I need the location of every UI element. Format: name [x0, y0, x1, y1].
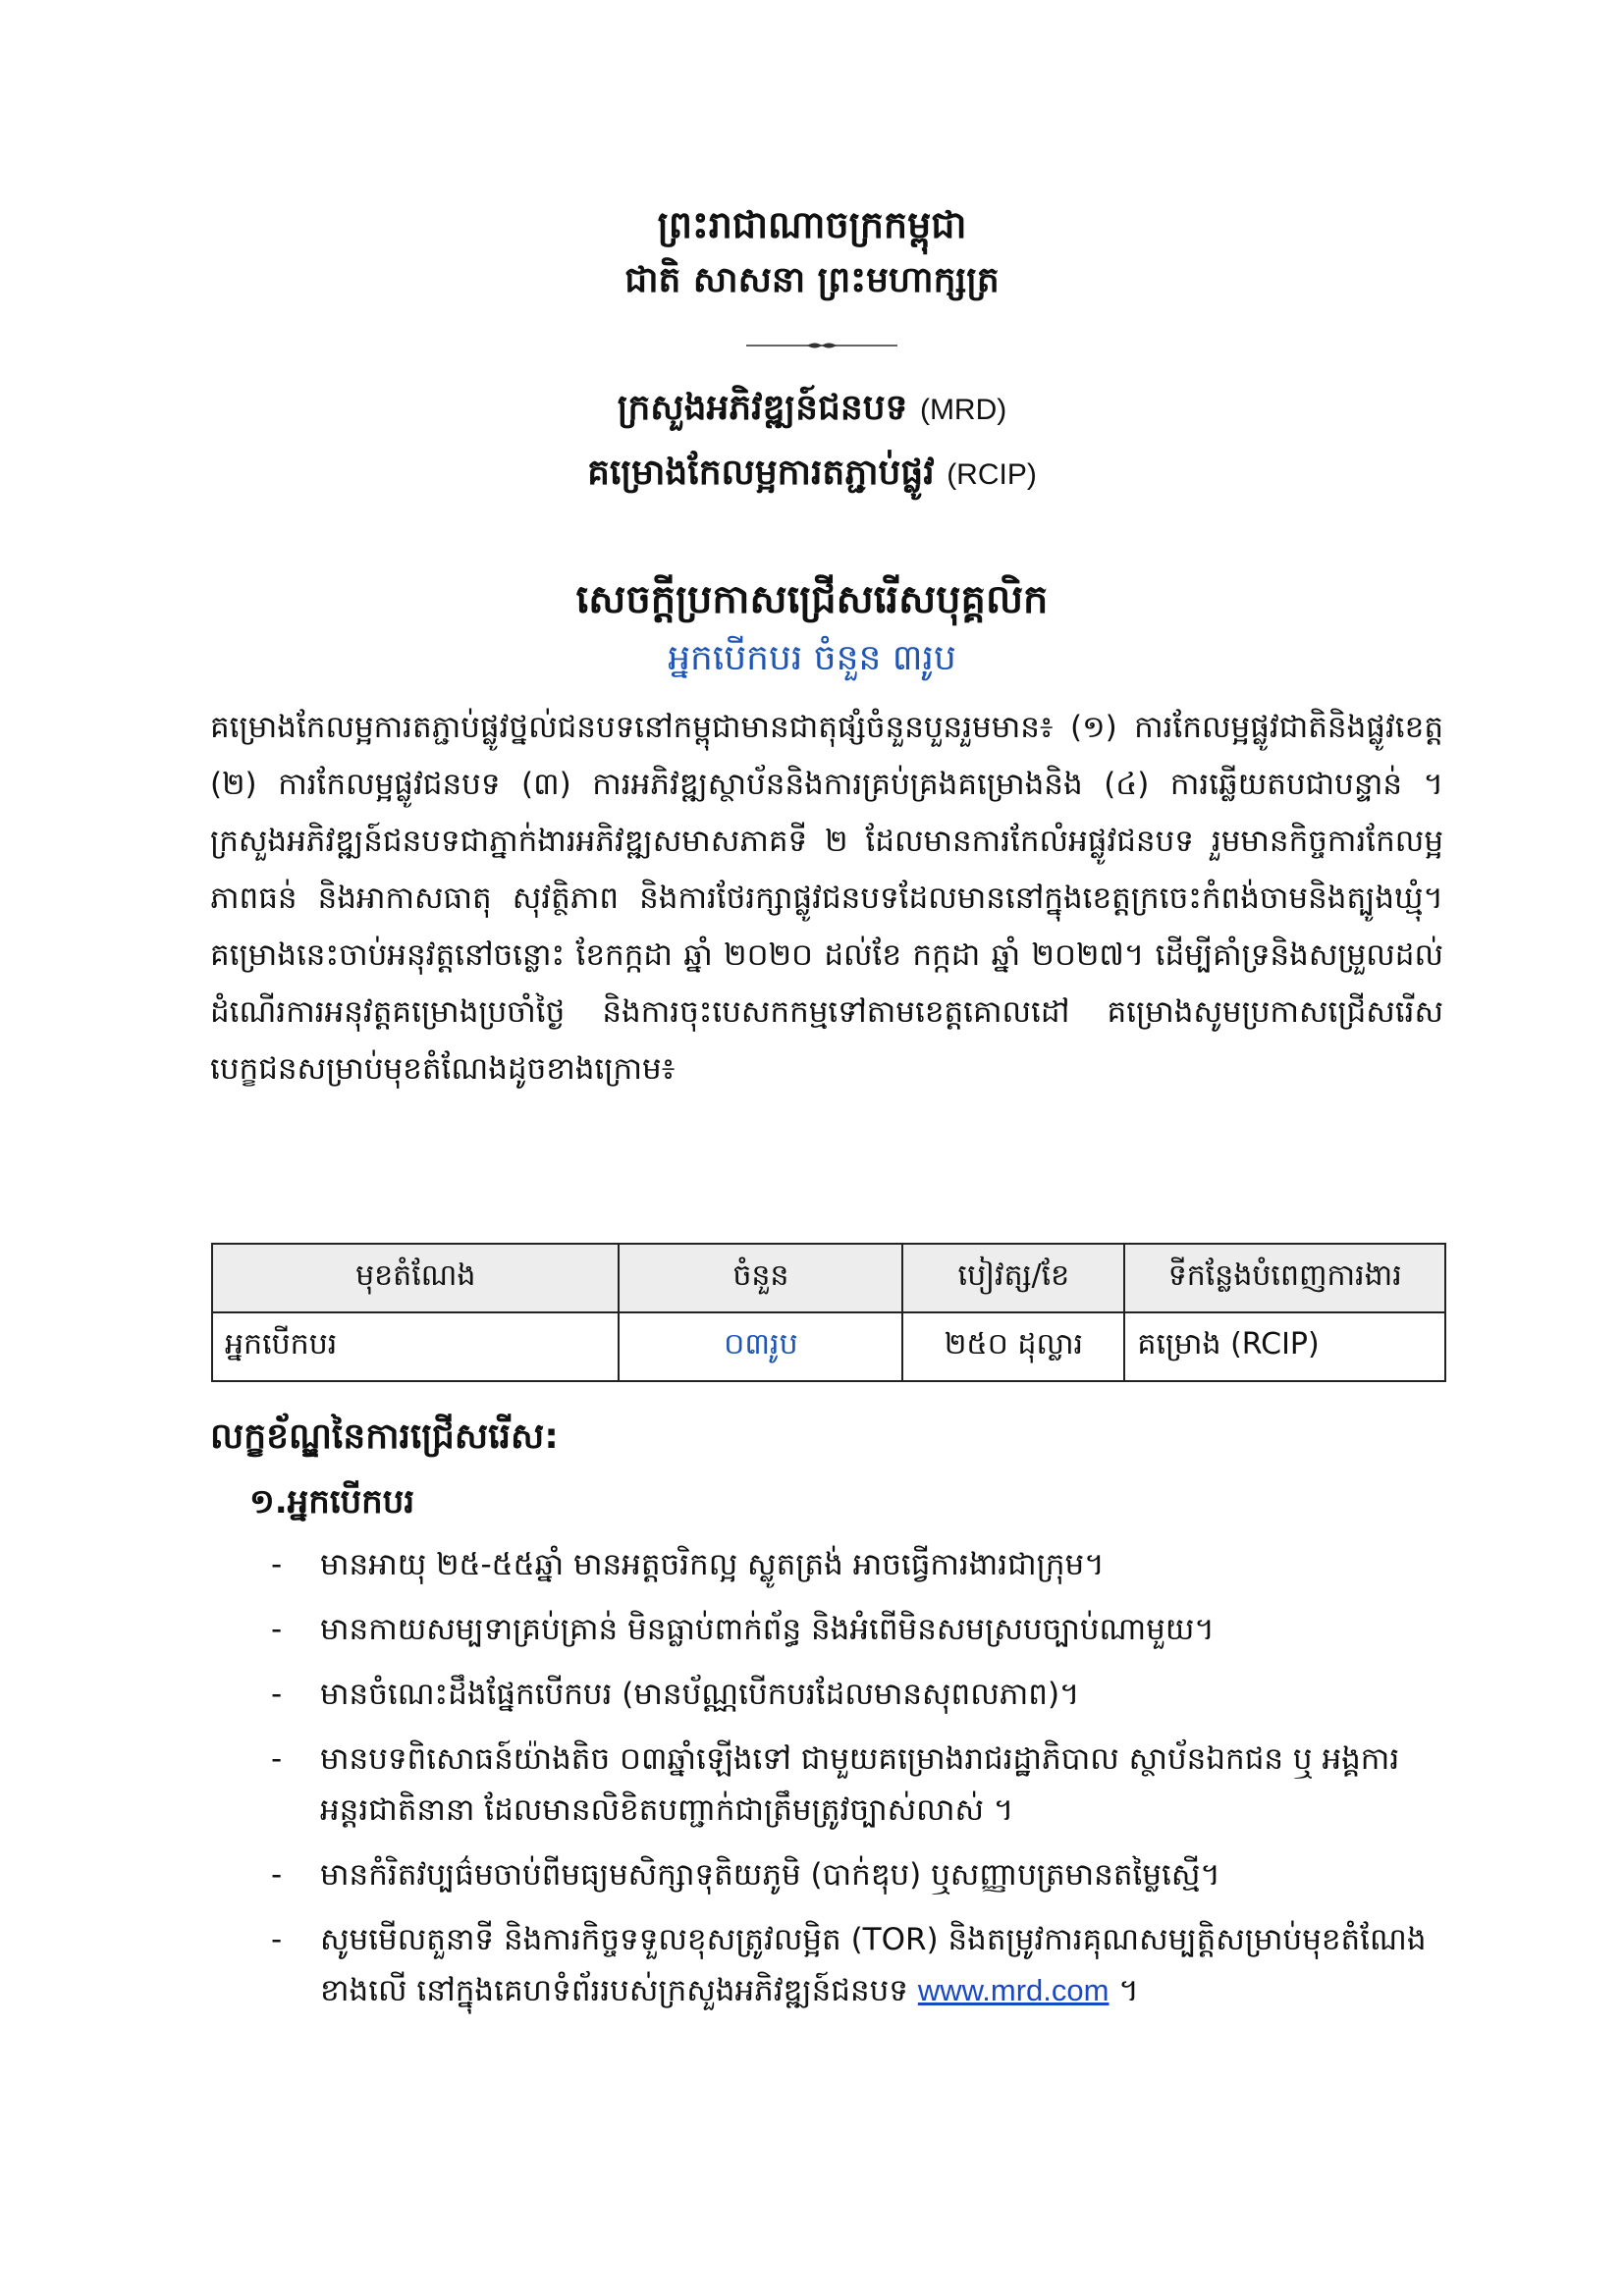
table-row: [212, 1312, 1445, 1381]
criteria-heading: លក្ខខ័ណ្ឌនៃការជ្រើសរើស:: [210, 1416, 559, 1457]
cell-position: អ្នកបើកបរ: [212, 1312, 619, 1381]
bullet-dash: -: [271, 1547, 283, 1582]
list-item: [271, 1604, 1449, 1655]
list-item: [271, 1734, 1449, 1836]
ministry-abbr: (MRD): [919, 394, 1007, 426]
table-header-position: មុខតំណែង: [212, 1244, 619, 1312]
list-item: [271, 1914, 1449, 2016]
project-name-text: គម្រោងកែលម្អការតភ្ជាប់ផ្លូវ: [587, 453, 935, 493]
bullet-dash: -: [271, 1857, 283, 1893]
bullet-dash: -: [271, 1922, 283, 1957]
project-abbr: (RCIP): [947, 458, 1037, 491]
ministry-name-text: ក្រសួងអភិវឌ្ឍន៍ជនបទ: [617, 388, 908, 428]
announcement-subtitle: អ្នកបើកបរ ចំនួន ៣រូប: [668, 638, 956, 678]
table-header-workplace: ទីកន្លែងបំពេញការងារ: [1124, 1244, 1445, 1312]
bullet-dash: -: [271, 1677, 283, 1712]
requirement-text: មានកាយសម្បទាគ្រប់គ្រាន់ មិនធ្លាប់ពាក់ព័ន្ធ និងអំពើមិនសមស្របច្បាប់ណាមួយ។: [320, 1612, 1215, 1647]
position-table: [211, 1243, 1446, 1382]
list-item: [271, 1849, 1449, 1900]
cell-count: ០៣រូប: [619, 1312, 902, 1381]
bullet-dash: -: [271, 1741, 283, 1777]
requirement-text: មានចំណេះដឹងផ្នែកបើកបរ (មានប័ណ្ណបើកបរដែលមានសុពលភាព)។: [320, 1677, 1080, 1712]
project-name: [0, 450, 1624, 502]
intro-paragraph: គម្រោងកែលម្អការតភ្ជាប់ផ្លូវថ្នល់ជនបទនៅកម្ពុជាមានជាតុផ្សំចំនួនបួនរួមមាន៖ (១) ការកែលម្អផ្លូវជាតិនិងផ្លូវខេត្ត (២) ការកែលម្អផ្លូវជនបទ (៣) ការអភិវឌ្ឍស្ថាប័ននិងការគ្រប់គ្រងគម្រោងនិង (៤) ការឆ្លើយតបជាបន្ទាន់ ។ ក្រសួងអភិវឌ្ឍន៍ជនបទជាភ្នាក់ងារអភិវឌ្ឍសមាសភាគទី ២ ដែលមានការកែលំអផ្លូវជនបទ រួមមានកិច្ចការកែលម្អភាពធន់ និងអាកាសធាតុ សុវត្ថិភាព និងការថែរក្សាផ្លូវជនបទដែលមាននៅក្នុងខេត្តក្រចេះកំពង់ចាមនិងត្បូងឃ្មុំ។ គម្រោងនេះចាប់អនុវត្តនៅចន្លោះ ខែកក្កដា ឆ្នាំ ២០២០ ដល់ខែ កក្កដា ឆ្នាំ ២០២៧។ ដើម្បីគាំទ្រនិងសម្រួលដល់ដំណើរការអនុវត្តគម្រោងប្រចាំថ្ងៃ និងការចុះបេសកកម្មទៅតាមខេត្តគោលដៅ គម្រោងសូមប្រកាសជ្រើសរើសបេក្ខជនសម្រាប់មុខតំណែងដូចខាងក្រោម៖: [210, 710, 1443, 1087]
cell-workplace: គម្រោង (RCIP): [1124, 1312, 1445, 1381]
ministry-name: [0, 385, 1624, 437]
requirement-text: មានកំរិតវប្បធ៌មចាប់ពីមធ្យមសិក្សាទុតិយភូមិ (បាក់ឌុប) ឬសញ្ញាបត្រមានតម្លៃស្មើ។: [320, 1857, 1220, 1893]
ornament-divider-icon: [746, 341, 897, 350]
list-item: [271, 1539, 1449, 1590]
requirements-list: [271, 1539, 1449, 2030]
table-header-row: [212, 1244, 1445, 1312]
mrd-website-link[interactable]: www.mrd.com: [917, 1973, 1110, 2007]
kingdom-title: ព្រះរាជាណាចក្រកម្ពុជា: [657, 203, 967, 246]
cell-salary: ២៥០ ដុល្លារ: [902, 1312, 1124, 1381]
criteria-subheading: ១.អ្នកបើកបរ: [249, 1482, 415, 1522]
table-header-salary: បៀវត្ស/ខែ: [902, 1244, 1124, 1312]
requirement-text: មានបទពិសោធន៍យ៉ាងតិច ០៣ឆ្នាំឡើងទៅ ជាមួយគម្រោងរាជរដ្ឋាភិបាល ស្ថាប័នឯកជន ឬ អង្គការអន្តរជាតិនានា ដែលមានលិខិតបញ្ជាក់ជាត្រឹមត្រូវច្បាស់លាស់ ។: [320, 1741, 1400, 1828]
requirement-text: មានអាយុ ២៥-៥៥ឆ្នាំ មានអត្តចរិកល្អ ស្លូតត្រង់ អាចធ្វើការងារជាក្រុម។: [320, 1547, 1105, 1582]
requirement-text: សូមមើលតួនាទី និងការកិច្ចទទួលខុសត្រូវលម្អិត (TOR) និងតម្រូវការគុណសម្បត្តិសម្រាប់មុខតំណែងខាងលើ នៅក្នុងគេហទំព័ររបស់ក្រសួងអភិវឌ្ឍន៍ជនបទ: [320, 1922, 1427, 2008]
bullet-dash: -: [271, 1612, 283, 1647]
requirement-end: ។: [1118, 1973, 1139, 2008]
table-header-count: ចំនួន: [619, 1244, 902, 1312]
announcement-title: សេចក្តីប្រកាសជ្រើសរើសបុគ្គលិក: [575, 577, 1049, 622]
national-motto: ជាតិ សាសនា ព្រះមហាក្សត្រ: [624, 260, 1000, 300]
list-item: [271, 1669, 1449, 1720]
